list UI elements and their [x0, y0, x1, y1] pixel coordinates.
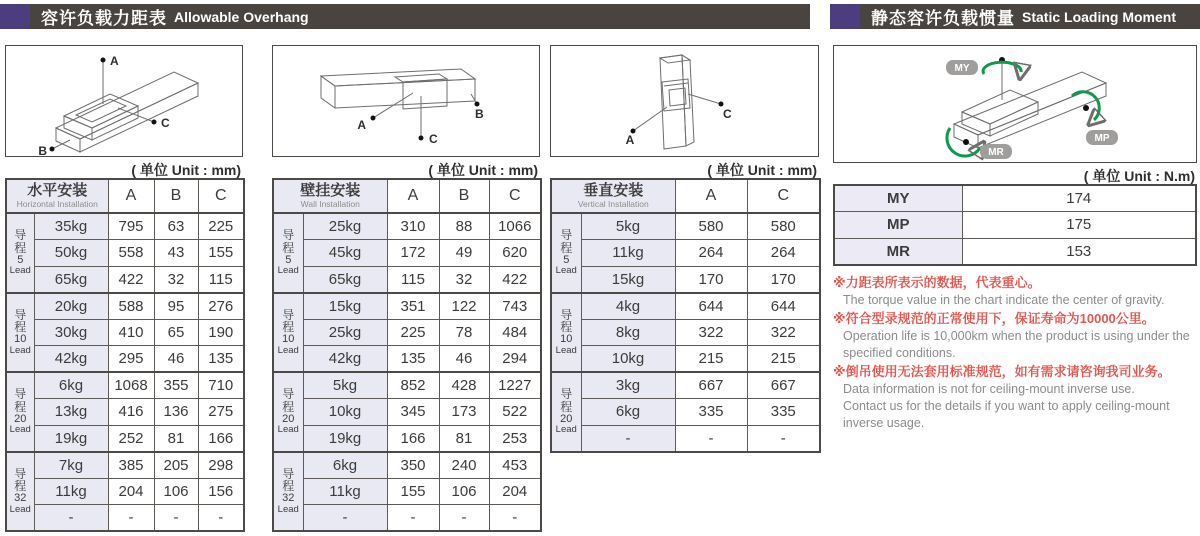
- unit-label: ( 单位 Unit : mm): [707, 162, 817, 178]
- moment-label-cell: MY: [834, 185, 962, 212]
- point-label-b: B: [38, 144, 47, 156]
- value-cell: 106: [154, 478, 198, 505]
- load-cell: -: [303, 505, 387, 532]
- point-label-c: C: [429, 132, 438, 146]
- value-cell: 410: [108, 319, 154, 346]
- section-title-zh: 静态容许负载惯量: [871, 9, 1015, 28]
- value-cell: 253: [489, 425, 541, 452]
- value-cell: 710: [198, 372, 244, 399]
- value-cell: 351: [387, 293, 439, 320]
- value-cell: 294: [489, 346, 541, 373]
- load-cell: 50kg: [34, 240, 108, 267]
- allowable-overhang-header-bar: [0, 4, 810, 29]
- load-cell: 15kg: [581, 266, 675, 293]
- table-title-zh: 水平安装: [27, 182, 88, 200]
- load-cell: 10kg: [303, 399, 387, 426]
- installation-table: [550, 178, 821, 453]
- lead-label: 导 程 32 Lead: [6, 452, 34, 532]
- lead-label: 导 程 20 Lead: [6, 372, 34, 452]
- load-cell: 25kg: [303, 213, 387, 240]
- value-cell: 204: [108, 478, 154, 505]
- rail-diagram-horizontal: [6, 46, 242, 156]
- point-label-b: B: [475, 107, 484, 121]
- value-cell: 335: [747, 399, 820, 426]
- load-cell: 4kg: [581, 293, 675, 320]
- value-cell: 155: [387, 478, 439, 505]
- value-cell: 667: [747, 372, 820, 399]
- vertical-installation-diagram: [550, 45, 819, 157]
- table-title-cell: [6, 179, 108, 213]
- table-row: [273, 213, 541, 240]
- mp-badge-label: MP: [1094, 133, 1110, 144]
- installation-table: [5, 178, 245, 532]
- value-cell: 78: [439, 319, 489, 346]
- lead-label: 导 程 10 Lead: [6, 293, 34, 373]
- rail-diagram-moment: [834, 46, 1196, 162]
- unit-label: ( 单位 Unit : mm): [428, 162, 538, 178]
- table-row: [273, 346, 541, 373]
- value-cell: 225: [198, 213, 244, 240]
- table-row: [551, 266, 820, 293]
- value-cell: 252: [108, 425, 154, 452]
- value-cell: 264: [675, 240, 747, 267]
- value-cell: 170: [747, 266, 820, 293]
- vertical-installation-table-host: [550, 178, 819, 453]
- load-cell: 6kg: [34, 372, 108, 399]
- lead-label: 导 程 20 Lead: [551, 372, 581, 452]
- wall-installation-table-host: [272, 178, 540, 532]
- value-cell: 522: [489, 399, 541, 426]
- value-cell: 322: [747, 319, 820, 346]
- point-label-c: C: [161, 116, 170, 130]
- load-cell: 11kg: [34, 478, 108, 505]
- table-row: [273, 240, 541, 267]
- table-row: [6, 319, 244, 346]
- static-loading-moment-group: [833, 45, 1197, 432]
- column-header-c: C: [489, 179, 541, 213]
- lead-label: 导 程 5 Lead: [551, 213, 581, 293]
- table-row: [6, 266, 244, 293]
- note-en: Contact us for the details if you want to apply ceiling-mount: [843, 398, 1170, 413]
- value-cell: 63: [154, 213, 198, 240]
- value-cell: 46: [439, 346, 489, 373]
- lead-label: 导 程 10 Lead: [551, 293, 581, 373]
- moment-diagram: [833, 45, 1197, 163]
- value-cell: 170: [675, 266, 747, 293]
- value-cell: 416: [108, 399, 154, 426]
- table-row: [551, 399, 820, 426]
- value-cell: 215: [675, 346, 747, 373]
- load-cell: 45kg: [303, 240, 387, 267]
- load-cell: 8kg: [581, 319, 675, 346]
- wall-installation-diagram: [272, 45, 540, 157]
- value-cell: 115: [198, 266, 244, 293]
- value-cell: 122: [439, 293, 489, 320]
- load-cell: 10kg: [581, 346, 675, 373]
- value-cell: 644: [675, 293, 747, 320]
- value-cell: 215: [747, 346, 820, 373]
- table-title-en: Vertical Installation: [577, 198, 649, 209]
- load-cell: 65kg: [303, 266, 387, 293]
- value-cell: 422: [489, 266, 541, 293]
- table-title-cell: [551, 179, 675, 213]
- value-cell: 588: [108, 293, 154, 320]
- table-row: [6, 213, 244, 240]
- value-cell: 106: [439, 478, 489, 505]
- load-cell: 20kg: [34, 293, 108, 320]
- lead-label: 导 程 5 Lead: [6, 213, 34, 293]
- table-row: [6, 293, 244, 320]
- note-zh: ※力距表所表示的数据，代表重心。: [833, 274, 1041, 290]
- table-title-zh: 壁挂安装: [300, 182, 361, 200]
- load-cell: -: [581, 425, 675, 452]
- value-cell: 173: [439, 399, 489, 426]
- value-cell: 385: [108, 452, 154, 479]
- value-cell: 240: [439, 452, 489, 479]
- value-cell: 205: [154, 452, 198, 479]
- moment-value-cell: 175: [962, 212, 1196, 239]
- moment-label-cell: MP: [834, 212, 962, 239]
- table-row: [6, 240, 244, 267]
- my-badge-label: MY: [954, 63, 970, 74]
- value-cell: 115: [387, 266, 439, 293]
- value-cell: 88: [439, 213, 489, 240]
- value-cell: 345: [387, 399, 439, 426]
- unit-label: ( 单位 Unit : mm): [131, 162, 241, 178]
- horizontal-installation-group: [5, 45, 243, 532]
- table-row: [6, 452, 244, 479]
- value-cell: 32: [439, 266, 489, 293]
- value-cell: 135: [198, 346, 244, 373]
- horizontal-installation-diagram: [5, 45, 243, 157]
- value-cell: 225: [387, 319, 439, 346]
- rail-diagram-vertical: [551, 46, 818, 156]
- table-title-zh: 垂直安装: [583, 182, 644, 200]
- load-cell: 3kg: [581, 372, 675, 399]
- table-row: [273, 452, 541, 479]
- value-cell: 43: [154, 240, 198, 267]
- table-row: [551, 240, 820, 267]
- horizontal-installation-table-host: [5, 178, 243, 532]
- column-header-a: A: [387, 179, 439, 213]
- value-cell: 136: [154, 399, 198, 426]
- value-cell: -: [198, 505, 244, 532]
- value-cell: 166: [387, 425, 439, 452]
- lead-label: 导 程 20 Lead: [273, 372, 303, 452]
- value-cell: 580: [747, 213, 820, 240]
- value-cell: 1066: [489, 213, 541, 240]
- point-label-a: A: [625, 133, 635, 147]
- value-cell: 335: [675, 399, 747, 426]
- lead-label: 导 程 10 Lead: [273, 293, 303, 373]
- table-row: [273, 293, 541, 320]
- note-en: Operation life is 10,000km when the product is using under the: [843, 328, 1190, 343]
- table-row: [551, 319, 820, 346]
- value-cell: 156: [198, 478, 244, 505]
- note-en: inverse usage.: [843, 415, 925, 430]
- value-cell: 484: [489, 319, 541, 346]
- load-cell: 42kg: [303, 346, 387, 373]
- table-row: [551, 372, 820, 399]
- value-cell: 350: [387, 452, 439, 479]
- installation-table: [272, 178, 542, 532]
- value-cell: 580: [675, 213, 747, 240]
- section-title-zh: 容许负载力距表: [41, 9, 167, 28]
- load-cell: 42kg: [34, 346, 108, 373]
- value-cell: 644: [747, 293, 820, 320]
- table-row: [551, 213, 820, 240]
- load-cell: 11kg: [581, 240, 675, 267]
- moment-table: [833, 184, 1197, 266]
- column-header-a: A: [108, 179, 154, 213]
- value-cell: 355: [154, 372, 198, 399]
- value-cell: 155: [198, 240, 244, 267]
- load-cell: 6kg: [581, 399, 675, 426]
- value-cell: 453: [489, 452, 541, 479]
- mr-badge-label: MR: [988, 147, 1004, 158]
- value-cell: 172: [387, 240, 439, 267]
- table-row: [834, 212, 1196, 239]
- table-title-en: Horizontal Installation: [16, 198, 98, 209]
- static-loading-moment-header-bar: [830, 4, 1200, 29]
- table-row: [6, 478, 244, 505]
- load-cell: 30kg: [34, 319, 108, 346]
- value-cell: 795: [108, 213, 154, 240]
- value-cell: 295: [108, 346, 154, 373]
- value-cell: -: [108, 505, 154, 532]
- load-cell: 5kg: [581, 213, 675, 240]
- table-row: [6, 399, 244, 426]
- value-cell: -: [675, 425, 747, 452]
- load-cell: 35kg: [34, 213, 108, 240]
- value-cell: 276: [198, 293, 244, 320]
- load-cell: 19kg: [34, 425, 108, 452]
- notes-block: [833, 273, 1200, 432]
- table-row: [273, 399, 541, 426]
- value-cell: 852: [387, 372, 439, 399]
- point-label-a: A: [110, 54, 119, 68]
- value-cell: 81: [154, 425, 198, 452]
- note-en: specified conditions.: [843, 345, 956, 360]
- value-cell: 667: [675, 372, 747, 399]
- lead-label: 导 程 5 Lead: [273, 213, 303, 293]
- moment-table-host: [833, 184, 1197, 266]
- table-row: [6, 346, 244, 373]
- table-title-cell: [273, 179, 387, 213]
- value-cell: -: [747, 425, 820, 452]
- value-cell: 558: [108, 240, 154, 267]
- note-en: Data information is not for ceiling-mount inverse use.: [843, 381, 1135, 396]
- note-zh: ※符合型录规范的正常使用下，保证寿命为10000公里。: [833, 310, 1155, 326]
- load-cell: 11kg: [303, 478, 387, 505]
- section-title-en: Static Loading Moment: [1022, 8, 1176, 25]
- column-header-b: B: [154, 179, 198, 213]
- value-cell: 81: [439, 425, 489, 452]
- value-cell: -: [489, 505, 541, 532]
- table-row: [6, 425, 244, 452]
- load-cell: 5kg: [303, 372, 387, 399]
- accent-square: [0, 4, 30, 29]
- table-row: [273, 505, 541, 532]
- point-label-a: A: [357, 118, 366, 132]
- value-cell: 428: [439, 372, 489, 399]
- value-cell: 1227: [489, 372, 541, 399]
- value-cell: 422: [108, 266, 154, 293]
- vertical-installation-group: [550, 45, 819, 453]
- column-header-c: C: [198, 179, 244, 213]
- value-cell: -: [387, 505, 439, 532]
- load-cell: 13kg: [34, 399, 108, 426]
- value-cell: -: [439, 505, 489, 532]
- table-row: [273, 319, 541, 346]
- column-header-b: B: [439, 179, 489, 213]
- value-cell: 298: [198, 452, 244, 479]
- table-row: [551, 346, 820, 373]
- load-cell: -: [34, 505, 108, 532]
- load-cell: 19kg: [303, 425, 387, 452]
- load-cell: 15kg: [303, 293, 387, 320]
- table-row: [273, 266, 541, 293]
- lead-label: 导 程 32 Lead: [273, 452, 303, 532]
- value-cell: 620: [489, 240, 541, 267]
- value-cell: 190: [198, 319, 244, 346]
- table-title-en: Wall Installation: [300, 198, 360, 209]
- rail-diagram-wall: [273, 46, 539, 156]
- load-cell: 25kg: [303, 319, 387, 346]
- note-en: The torque value in the chart indicate the center of gravity.: [843, 292, 1165, 307]
- moment-value-cell: 174: [962, 185, 1196, 212]
- table-row: [6, 372, 244, 399]
- section-title-en: Allowable Overhang: [174, 8, 309, 25]
- value-cell: 204: [489, 478, 541, 505]
- wall-installation-group: [272, 45, 540, 532]
- table-row: [273, 372, 541, 399]
- column-header-a: A: [675, 179, 747, 213]
- load-cell: 7kg: [34, 452, 108, 479]
- value-cell: 95: [154, 293, 198, 320]
- unit-label: ( 单位 Unit : N.m): [1083, 168, 1195, 184]
- moment-value-cell: 153: [962, 238, 1196, 265]
- value-cell: -: [154, 505, 198, 532]
- accent-square: [830, 4, 860, 29]
- note-zh: ※倒吊使用无法套用标准规范，如有需求请咨询我司业务。: [833, 363, 1171, 379]
- value-cell: 1068: [108, 372, 154, 399]
- load-cell: 6kg: [303, 452, 387, 479]
- moment-label-cell: MR: [834, 238, 962, 265]
- value-cell: 264: [747, 240, 820, 267]
- table-row: [834, 238, 1196, 265]
- value-cell: 743: [489, 293, 541, 320]
- value-cell: 275: [198, 399, 244, 426]
- value-cell: 322: [675, 319, 747, 346]
- table-row: [834, 185, 1196, 212]
- point-label-c: C: [723, 107, 732, 121]
- value-cell: 32: [154, 266, 198, 293]
- value-cell: 49: [439, 240, 489, 267]
- column-header-c: C: [747, 179, 820, 213]
- value-cell: 46: [154, 346, 198, 373]
- table-row: [6, 505, 244, 532]
- value-cell: 65: [154, 319, 198, 346]
- table-row: [273, 478, 541, 505]
- table-row: [551, 425, 820, 452]
- value-cell: 166: [198, 425, 244, 452]
- value-cell: 310: [387, 213, 439, 240]
- load-cell: 65kg: [34, 266, 108, 293]
- value-cell: 135: [387, 346, 439, 373]
- table-row: [273, 425, 541, 452]
- table-row: [551, 293, 820, 320]
